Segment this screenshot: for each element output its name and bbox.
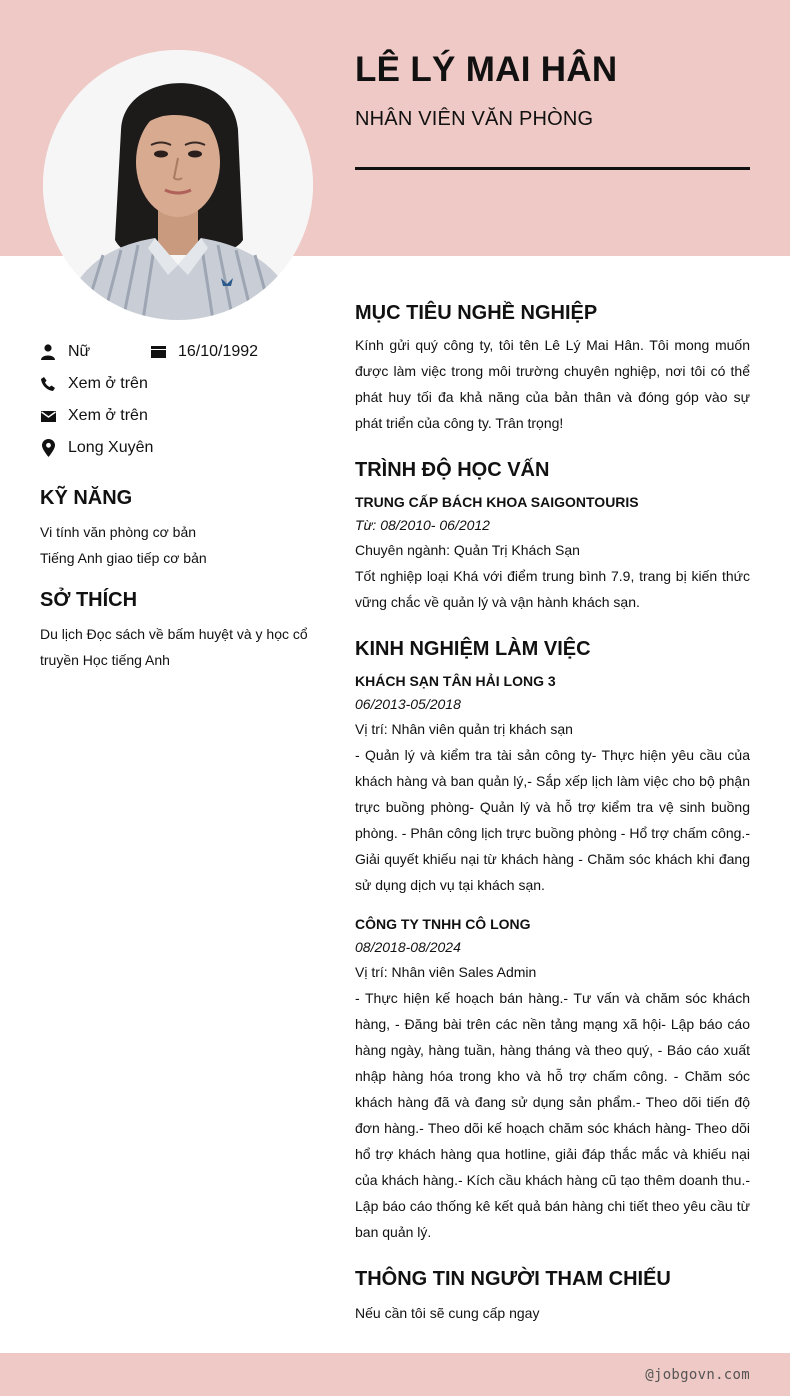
address-value: Long Xuyên — [68, 439, 154, 456]
hobbies-text: Du lịch Đọc sách về bấm huyệt và y học cổ truyền Học tiếng Anh — [40, 626, 308, 668]
skills-list — [40, 519, 320, 571]
experience-heading: KINH NGHIỆM LÀM VIỆC — [355, 638, 591, 660]
references-text: Nếu cần tôi sẽ cung cấp ngay — [355, 1305, 540, 1321]
contact-birthday — [150, 343, 258, 361]
job-company: KHÁCH SẠN TÂN HẢI LONG 3 — [355, 673, 556, 689]
skill-item: Vi tính văn phòng cơ bản — [40, 524, 197, 540]
contact-gender — [40, 343, 90, 361]
candidate-title: NHÂN VIÊN VĂN PHÒNG — [355, 108, 594, 130]
watermark: @jobgovn.com — [645, 1367, 750, 1383]
phone-icon — [40, 376, 56, 392]
calendar-icon — [150, 344, 166, 360]
job-company: CÔNG TY TNHH CÔ LONG — [355, 916, 531, 932]
education-school: TRUNG CẤP BÁCH KHOA SAIGONTOURIS — [355, 494, 639, 510]
contact-phone — [40, 375, 148, 393]
avatar — [43, 50, 313, 320]
education-heading: TRÌNH ĐỘ HỌC VẤN — [355, 459, 550, 481]
email-value: Xem ở trên — [68, 407, 148, 424]
mail-icon — [40, 408, 56, 424]
job-description: - Quản lý và kiểm tra tài sản công ty- Thực hiện yêu cầu của khách hàng và ban quản lý,- Sắp xếp lịch làm việc cho bộ phận trực buồng phòng- Quản lý và hỗ trợ kiểm tra vệ sinh buồng phòng. - Phân công lịch trực buồng phòng - Hổ trợ chấm công.- Giải quyết khiếu nại từ khách hàng - Chăm sóc khách khi đang sử dụng dịch vụ tại khách sạn. — [355, 747, 750, 893]
person-icon — [40, 344, 56, 360]
phone-value: Xem ở trên — [68, 375, 148, 392]
candidate-name: LÊ LÝ MAI HÂN — [355, 50, 618, 89]
location-pin-icon — [40, 440, 56, 456]
contact-email — [40, 407, 148, 425]
education-period: Từ: 08/2010- 06/2012 — [355, 517, 490, 533]
header-divider — [355, 167, 750, 170]
job-period: 06/2013-05/2018 — [355, 696, 461, 712]
objective-text: Kính gửi quý công ty, tôi tên Lê Lý Mai Hân. Tôi mong muốn được làm việc trong môi trường chuyên nghiệp, nơi tôi có thể phát huy tối đa khả năng của bản thân và đóng góp vào sự phát triển của công ty. Trân trọng! — [355, 337, 750, 431]
job-position: Vị trí: Nhân viên quản trị khách sạn — [355, 721, 573, 737]
skill-item: Tiếng Anh giao tiếp cơ bản — [40, 550, 207, 566]
job-position: Vị trí: Nhân viên Sales Admin — [355, 964, 537, 980]
education-major: Chuyên ngành: Quản Trị Khách Sạn — [355, 542, 580, 558]
education-description: Tốt nghiệp loại Khá với điểm trung bình 7.9, trang bị kiến thức vững chắc về quản lý và vận hành khách sạn. — [355, 568, 750, 610]
hobbies-heading: SỞ THÍCH — [40, 589, 138, 611]
gender-value: Nữ — [68, 343, 91, 360]
job-period: 08/2018-08/2024 — [355, 939, 461, 955]
objective-heading: MỤC TIÊU NGHỀ NGHIỆP — [355, 302, 598, 324]
skills-heading: KỸ NĂNG — [40, 487, 133, 509]
contact-address — [40, 439, 153, 457]
job-description: - Thực hiện kế hoạch bán hàng.- Tư vấn và chăm sóc khách hàng, - Đăng bài trên các nền tảng mạng xã hội- Lập báo cáo hàng ngày, hàng tuần, hàng tháng và theo quý, - Báo cáo xuất nhập hàng hóa trong kho và hỗ trợ chấm công. - Chăm sóc khách hàng đã và đang sử dụng sản phẩm.- Theo dõi tiến độ đơn hàng.- Theo dõi kế hoạch chăm sóc khách hàng- Theo dõi hổ trợ khách hàng qua hotline, giải đáp thắc mắc và khiếu nại của khách hàng.- Kích cầu khách hàng cũ tạo thêm doanh thu.- Lập báo cáo thống kê kết quả bán hàng chi tiết theo yêu cầu từ ban quản lý. — [355, 990, 750, 1240]
references-heading: THÔNG TIN NGƯỜI THAM CHIẾU — [355, 1268, 671, 1290]
portrait-image — [43, 50, 313, 320]
birthday-value: 16/10/1992 — [178, 343, 259, 360]
